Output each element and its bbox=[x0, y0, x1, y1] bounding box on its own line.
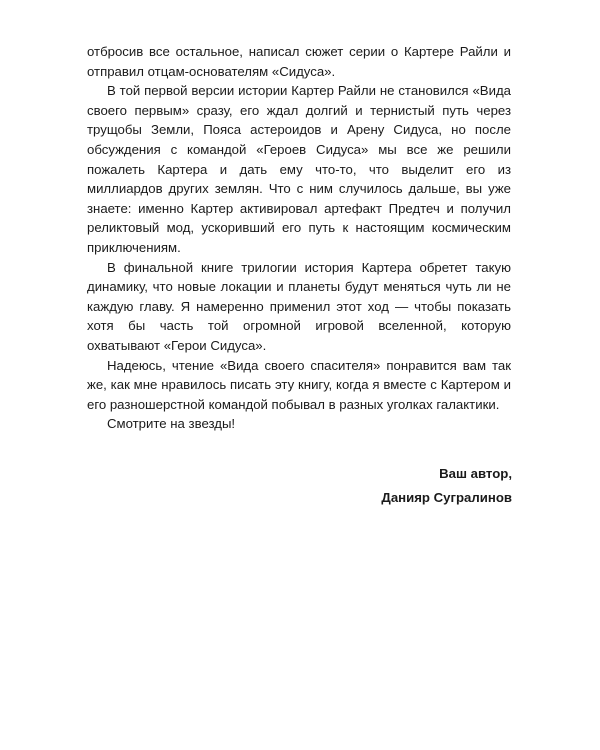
signature-author-name: Данияр Сугралинов bbox=[381, 490, 512, 505]
body-text bbox=[87, 42, 511, 434]
paragraph-continuation: отбросив все остальное, написал сюжет серии о Картере Райли и отправил отцам-основателям «Сидуса». bbox=[87, 44, 511, 79]
signature-salutation: Ваш автор, bbox=[439, 466, 512, 481]
paragraph-closing: Смотрите на звезды! bbox=[107, 416, 236, 432]
paragraph-first-version: В той первой версии истории Картер Райли не становился «Вида своего первым» сразу, его ждал долгий и тернистый путь через трущобы Земли, Пояса астероидов и Арену Сидуса, но после обсуждения с командой «Героев Сидуса» мы все же решили пожалеть Картера и дать ему что-то, что выделит его из миллиардов других землян. Что с ним случилось дальше, вы уже знаете: именно Картер активировал артефакт Предтеч и получил реликтовый мод, ускоривший его путь к настоящим космическим приключениям. bbox=[87, 83, 511, 255]
paragraph-final-book: В финальной книге трилогии история Картера обретет такую динамику, что новые локации и планеты будут меняться чуть ли не каждую главу. Я намеренно применил этот ход — чтобы показать хотя бы часть той огромной игровой вселенной, которую охватывают «Герои Сидуса». bbox=[87, 259, 511, 353]
author-signature bbox=[381, 462, 512, 510]
paragraph-hope: Надеюсь, чтение «Вида своего спасителя» понравится вам так же, как мне нравилось писать эту книгу, когда я вместе с Картером и его разношерстной командой побывал в разных уголках галактики. bbox=[87, 357, 511, 412]
